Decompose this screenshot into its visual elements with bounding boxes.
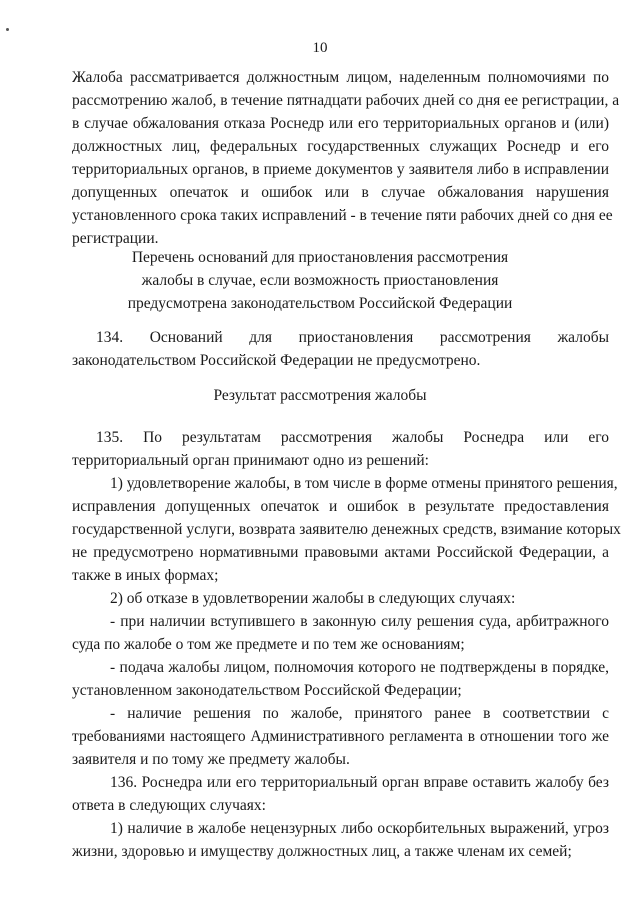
p134-line-1: 134. Оснований для приостановления рассмотрения жалобы (96, 329, 609, 346)
p135-line-14: требованиями настоящего Административного регламента в отношении того же (72, 728, 609, 745)
p135-line-15: заявителя и по тому же предмету жалобы. (72, 751, 350, 768)
p136-line-4: жизни, здоровью и имуществу должностных лиц, а также членам их семей; (72, 843, 572, 860)
p1-line-5: территориальных органов, в приеме документов у заявителя либо в исправлении (72, 161, 609, 178)
p135-line-7: также в иных формах; (72, 567, 219, 584)
scan-dot (6, 28, 9, 31)
page-number: 10 (312, 40, 328, 56)
p135-line-8: 2) об отказе в удовлетворении жалобы в следующих случаях: (110, 590, 516, 607)
p135-line-6: не предусмотрено нормативными правовыми актами Российской Федерации, а (72, 544, 609, 561)
heading-suspension-1: Перечень оснований для приостановления рассмотрения (131, 249, 509, 266)
p1-line-1: Жалоба рассматривается должностным лицом, наделенным полномочиями по (72, 69, 609, 86)
p1-line-6: допущенных опечаток и ошибок или в случае обжалования нарушения (72, 184, 609, 201)
heading-suspension-3: предусмотрена законодательством Российской Федерации (127, 295, 513, 312)
p135-line-11: - подача жалобы лицом, полномочия которого не подтверждены в порядке, (110, 659, 609, 676)
p135-line-10: суда по жалобе о том же предмете и по тем же основаниям; (72, 636, 465, 653)
p1-line-7: установленного срока таких исправлений - в течение пяти рабочих дней со дня ее (72, 207, 613, 224)
p135-line-2: территориальный орган принимают одно из решений: (72, 452, 429, 469)
p136-line-2: ответа в следующих случаях: (72, 797, 266, 814)
p135-line-4: исправления допущенных опечаток и ошибок в результате предоставления (72, 498, 609, 515)
heading-result: Результат рассмотрения жалобы (213, 387, 427, 404)
p136-line-3: 1) наличие в жалобе нецензурных либо оскорбительных выражений, угроз (110, 820, 609, 837)
p135-line-5: государственной услуги, возврата заявителю денежных средств, взимание которых (72, 521, 621, 538)
p136-line-1: 136. Роснедра или его территориальный орган вправе оставить жалобу без (110, 774, 609, 791)
p135-line-9: - при наличии вступившего в законную силу решения суда, арбитражного (110, 613, 609, 630)
heading-suspension-2: жалобы в случае, если возможность приостановления (141, 272, 499, 289)
p1-line-8: регистрации. (72, 230, 159, 247)
p135-line-13: - наличие решения по жалобе, принятого ранее в соответствии с (110, 705, 609, 722)
p134-line-2: законодательством Российской Федерации не предусмотрено. (72, 352, 481, 369)
p135-line-12: установленном законодательством Российской Федерации; (72, 682, 462, 699)
p1-line-2: рассмотрению жалоб, в течение пятнадцати рабочих дней со дня ее регистрации, а (72, 92, 620, 109)
p1-line-4: должностных лиц, федеральных государственных служащих Роснедр и его (72, 138, 609, 155)
p135-line-1: 135. По результатам рассмотрения жалобы Роснедра или его (96, 429, 609, 446)
p135-line-3: 1) удовлетворение жалобы, в том числе в форме отмены принятого решения, (110, 475, 618, 492)
p1-line-3: в случае обжалования отказа Роснедр или его территориальных органов и (или) (72, 115, 609, 132)
